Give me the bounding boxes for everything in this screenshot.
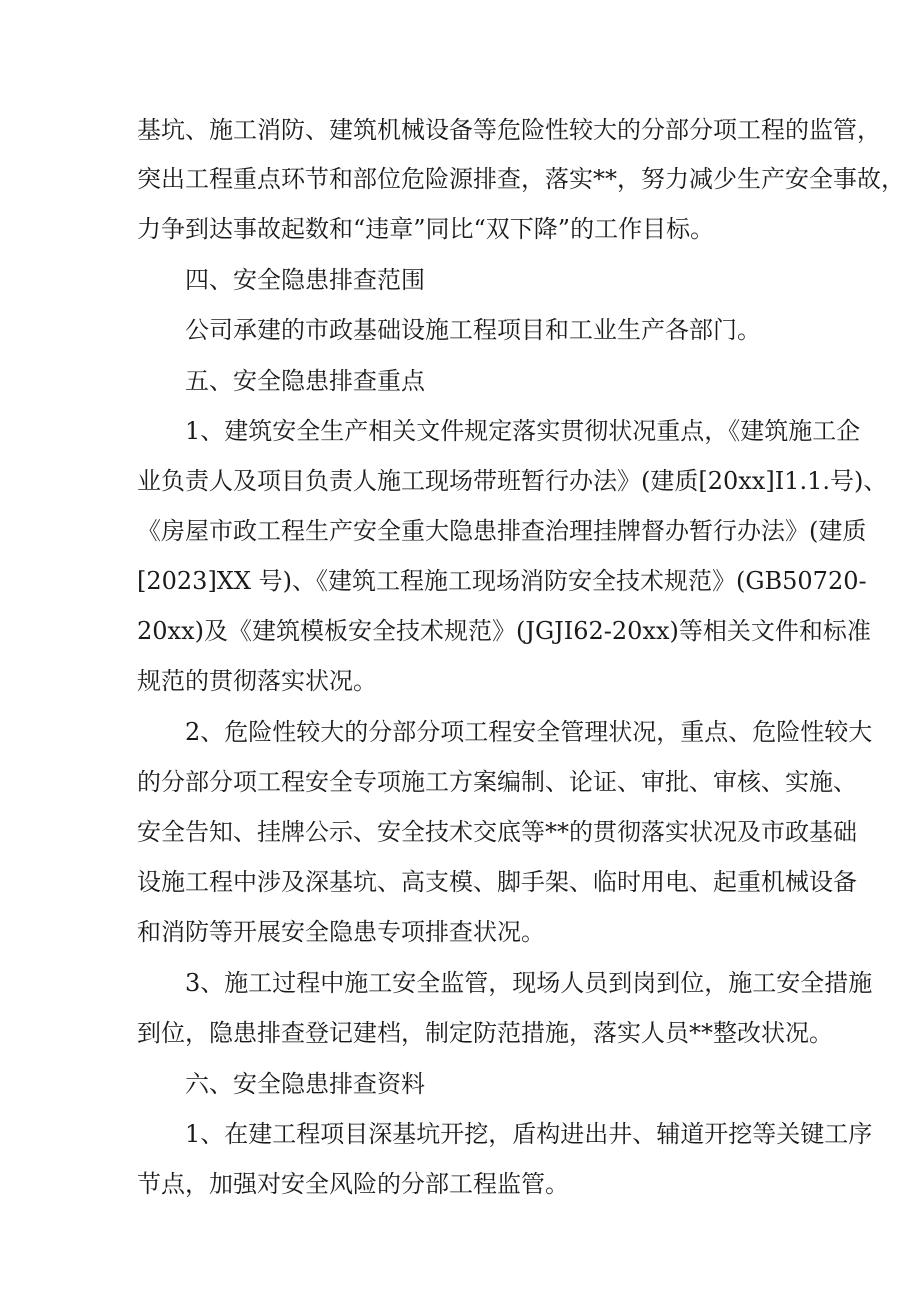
paragraph-line: [2023]XX 号)、《建筑工程施工现场消防安全技术规范》(GB50720- [137, 567, 867, 595]
paragraph-line: 和消防等开展安全隐患专项排查状况。 [137, 918, 545, 946]
paragraph-line: 3、施工过程中施工安全监管，现场人员到岗到位，施工安全措施 [185, 969, 873, 997]
paragraph-line: 公司承建的市政基础设施工程项目和工业生产各部门。 [185, 316, 761, 344]
paragraph-line: 规范的贯彻落实状况。 [137, 667, 377, 695]
paragraph-line: 到位，隐患排查登记建档，制定防范措施，落实人员**整改状况。 [137, 1019, 833, 1047]
paragraph-line: 节点，加强对安全风险的分部工程监管。 [137, 1170, 569, 1198]
paragraph-line: 安全告知、挂牌公示、安全技术交底等**的贯彻落实状况及市政基础 [137, 818, 857, 846]
paragraph-line: 2、危险性较大的分部分项工程安全管理状况，重点、危险性较大 [185, 718, 873, 746]
section-heading: 六、安全隐患排查资料 [185, 1070, 425, 1098]
paragraph-line: 《房屋市政工程生产安全重大隐患排查治理挂牌督办暂行办法》(建质 [137, 517, 867, 545]
section-heading: 四、安全隐患排查范围 [185, 266, 425, 294]
paragraph-line: 设施工程中涉及深基坑、高支模、脚手架、临时用电、起重机械设备 [137, 868, 857, 896]
paragraph-line: 基坑、施工消防、建筑机械设备等危险性较大的分部分项工程的监管， [137, 116, 881, 144]
paragraph-line: 的分部分项工程安全专项施工方案编制、论证、审批、审核、实施、 [137, 768, 857, 796]
paragraph-line: 1、在建工程项目深基坑开挖，盾构进出井、辅道开挖等关键工序 [185, 1120, 873, 1148]
paragraph-line: 1、建筑安全生产相关文件规定落实贯彻状况重点，《建筑施工企 [185, 417, 861, 445]
paragraph-line: 业负责人及项目负责人施工现场带班暂行办法》(建质[20xx]I1.1.号)、 [137, 467, 888, 495]
paragraph-line: 力争到达事故起数和“违章”同比“双下降”的工作目标。 [137, 215, 715, 243]
section-heading: 五、安全隐患排查重点 [185, 367, 425, 395]
paragraph-line: 20xx)及《建筑模板安全技术规范》(JGJI62-20xx)等相关文件和标准 [137, 617, 871, 645]
paragraph-line: 突出工程重点环节和部位危险源排查，落实**，努力减少生产安全事故， [137, 165, 905, 193]
